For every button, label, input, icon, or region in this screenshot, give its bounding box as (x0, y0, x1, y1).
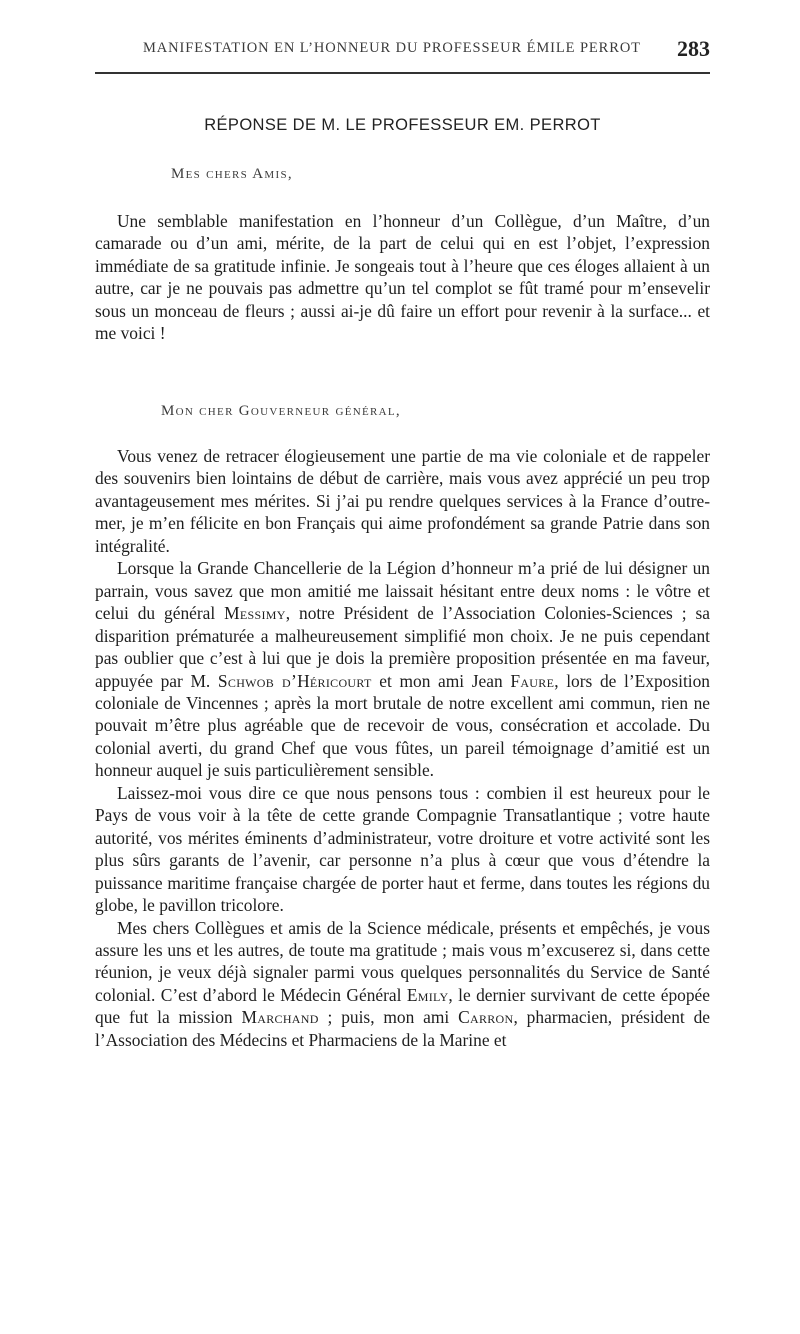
paragraph-3 (95, 557, 710, 782)
person-name: Faure (510, 670, 555, 691)
person-name: Schwob d’Héricourt (217, 670, 372, 691)
text-run: Lorsque la Grande Chancellerie de la Légion d’honneur m’a prié de lui désigner un parrain, vous savez que mon amitié me laissait hésitant entre deux noms : le vôtre et celui du général (95, 558, 710, 624)
salutation-governor: Mon cher Gouverneur général, (161, 403, 401, 419)
paragraph-4: Laissez-moi vous dire ce que nous pensons tous : combien il est heureux pour le Pays de vous voir à la tête de cette grande Compagnie Transatlantique ; votre haute autorité, vos mérites éminents d’administrateur, votre droiture et votre activité sont les plus sûrs garants de l’avenir, car personne n’a plus à cœur que vous d’étendre la puissance maritime française chargée de porter haut et ferme, dans toutes les régions du globe, le pavillon tricolore. (95, 782, 710, 916)
paragraph-5 (95, 917, 710, 1052)
text-run: , notre Président de l’Association Colonies-Sciences ; sa disparition prématurée a malheureusement simplifié mon choix. Je ne puis cependant pas oublier que c’est à lui que je dois la première proposition présentée en ma faveur, appuyée par M. (95, 603, 710, 691)
person-name: Messimy (224, 603, 286, 624)
running-title: MANIFESTATION EN L’HONNEUR DU PROFESSEUR ÉMILE PERROT (143, 40, 641, 56)
paragraph-2: Vous venez de retracer élogieusement une partie de ma vie coloniale et de rappeler des souvenirs bien lointains de début de carrière, mais vous avez apprécié un peu trop avantageusement mes mérites. Si j’ai pu rendre quelques services à la France d’outre-mer, je m’en félicite en bon Français qui aime profondément sa grande Patrie dans son intégralité. (95, 446, 710, 556)
header-rule (95, 72, 710, 74)
text-run: , pharmacien, président de l’Association des Médecins et Pharmaciens de la Marine et (95, 1007, 710, 1050)
text-run: et mon ami Jean (371, 670, 511, 691)
text-run: Mes chers Collègues et amis de la Science médicale, présents et empêchés, je vous assure les uns et les autres, de toute ma gratitude ; mais vous m’excuserez si, dans cette réunion, je veux déjà signaler parmi vous quelques personnalités du Service de Santé colonial. C’est d’abord le Médecin Général (95, 917, 710, 1005)
text-block-1 (95, 210, 710, 345)
text-run: , lors de l’Exposition coloniale de Vincennes ; après la mort brutale de notre excellent ami commun, rien ne pouvait m’être plus agréable que de recevoir de vous, consécration et accolade. Du colonial averti, du grand Chef que vous fûtes, un pareil témoignage d’amitié est un honneur auquel je suis particulièrement sensible. (95, 670, 711, 781)
salutation-friends: Mes chers Amis, (171, 166, 293, 182)
page-number: 283 (677, 36, 710, 61)
running-header (95, 36, 710, 66)
person-name: Marchand (241, 1007, 319, 1028)
text-run: , le dernier survivant de cette épopée que fut la mission (95, 984, 710, 1028)
text-run: ; puis, mon ami (318, 1007, 459, 1028)
paragraph-1: Une semblable manifestation en l’honneur d’un Collègue, d’un Maître, d’un camarade ou d’un ami, mérite, de la part de celui qui en est l’objet, l’expression immédiate de sa gratitude infinie. Je songeais tout à l’heure que ces éloges allaient à un autre, car je ne pouvais pas admettre qu’un tel complot se fût tramé pour m’ensevelir sous un monceau de fleurs ; aussi ai-je dû faire un effort pour revenir à la surface... et me voici ! (95, 211, 710, 344)
person-name: Carron (458, 1007, 514, 1028)
section-title: RÉPONSE DE M. LE PROFESSEUR EM. PERROT (204, 116, 601, 134)
text-block-2 (95, 445, 710, 1051)
person-name: Emily (406, 984, 449, 1005)
